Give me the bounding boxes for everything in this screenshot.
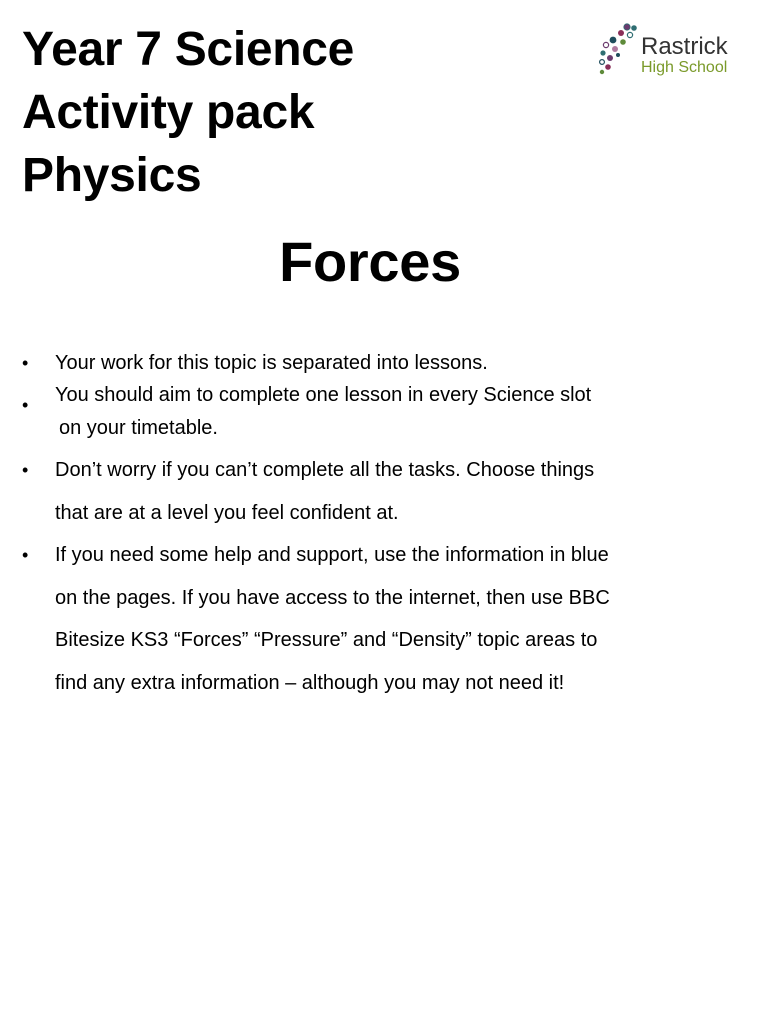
list-item-text: Don’t worry if you can’t complete all the tasks. Choose things — [55, 459, 595, 481]
list-item-text: find any extra information – although you may not need it! — [55, 671, 565, 694]
list-item — [22, 449, 752, 534]
list-item-text: on the pages. If you have access to the internet, then use BBC — [55, 586, 610, 609]
list-item-text: Your work for this topic is separated into lessons. — [55, 352, 488, 374]
title-line-3: Physics — [22, 149, 202, 202]
logo-name: Rastrick — [641, 33, 728, 60]
list-item-text: You should aim to complete one lesson in every Science slot — [55, 384, 592, 406]
school-logo — [597, 22, 747, 80]
list-item-text: on your timetable. — [59, 417, 218, 439]
topic-heading: Forces — [279, 230, 461, 293]
list-item-text: that are at a level you feel confident at. — [55, 501, 399, 524]
bullet-icon: • — [22, 353, 29, 373]
list-item — [22, 534, 752, 704]
list-item — [22, 384, 752, 449]
list-item-text: If you need some help and support, use the information in blue — [55, 544, 609, 566]
bullet-icon: • — [22, 545, 29, 565]
logo-subtitle: High School — [641, 59, 728, 76]
instructions-list — [22, 342, 752, 704]
list-item — [22, 342, 752, 384]
bullet-icon: • — [22, 460, 29, 480]
page-title — [22, 18, 542, 207]
bullet-icon: • — [22, 395, 29, 415]
title-line-2: Activity pack — [22, 86, 315, 139]
list-item-text: Bitesize KS3 “Forces” “Pressure” and “Density” topic areas to — [55, 629, 598, 651]
title-line-1: Year 7 Science — [22, 23, 355, 76]
logo-dots-icon — [600, 24, 637, 74]
